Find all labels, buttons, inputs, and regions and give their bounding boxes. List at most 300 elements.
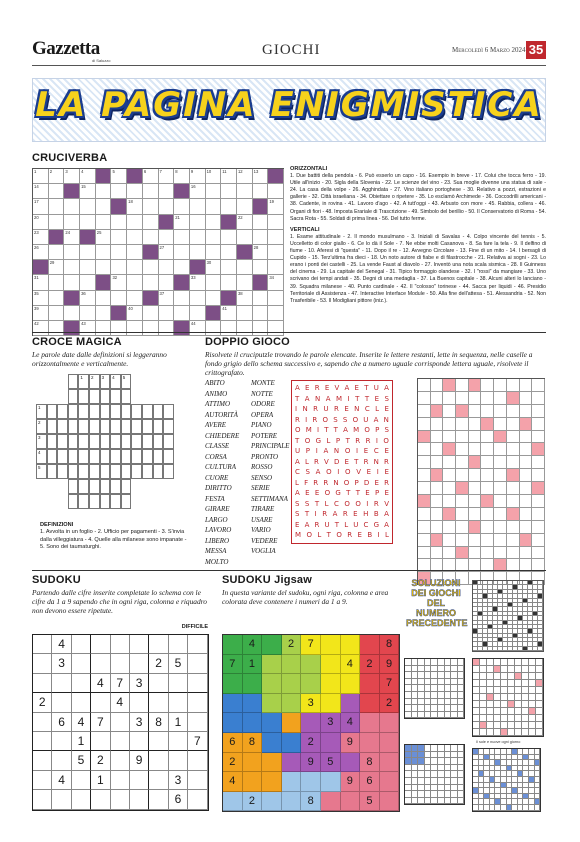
- crossword-cell[interactable]: [111, 260, 127, 275]
- croce-cell[interactable]: [121, 494, 132, 509]
- crossword-cell[interactable]: [96, 245, 112, 260]
- jigsaw-cell[interactable]: [223, 674, 243, 694]
- sudoku-cell[interactable]: 4: [91, 674, 110, 693]
- cryptogram-cell[interactable]: [431, 521, 444, 534]
- jigsaw-cell[interactable]: [282, 674, 302, 694]
- crossword-cell[interactable]: [221, 321, 237, 336]
- jigsaw-cell[interactable]: 9: [380, 655, 400, 675]
- sudoku-cell[interactable]: [130, 693, 149, 712]
- cryptogram-cell[interactable]: [520, 521, 533, 534]
- cryptogram-cell[interactable]: [507, 443, 520, 456]
- cryptogram-cell[interactable]: [481, 482, 494, 495]
- jigsaw-cell[interactable]: [282, 772, 302, 792]
- jigsaw-cell[interactable]: [321, 792, 341, 812]
- cryptogram-cell[interactable]: [431, 418, 444, 431]
- jigsaw-cell[interactable]: [341, 694, 361, 714]
- sudoku-cell[interactable]: [33, 771, 52, 790]
- crossword-cell[interactable]: [253, 245, 269, 260]
- crossword-cell[interactable]: [127, 215, 143, 230]
- jigsaw-cell[interactable]: [321, 674, 341, 694]
- cryptogram-cell[interactable]: [469, 469, 482, 482]
- croce-cell[interactable]: [68, 434, 79, 449]
- croce-cell[interactable]: [110, 374, 121, 389]
- crossword-cell[interactable]: [221, 306, 237, 321]
- croce-cell[interactable]: [78, 494, 89, 509]
- shaded-cell[interactable]: [443, 379, 456, 392]
- crossword-cell[interactable]: [268, 260, 284, 275]
- jigsaw-cell[interactable]: 8: [301, 792, 321, 812]
- crossword-cell[interactable]: [96, 230, 112, 245]
- crossword-cell[interactable]: [64, 199, 80, 214]
- cryptogram-cell[interactable]: [456, 508, 469, 521]
- sudoku-cell[interactable]: 4: [111, 693, 130, 712]
- cryptogram-cell[interactable]: [418, 392, 431, 405]
- sudoku-cell[interactable]: [72, 654, 91, 673]
- cryptogram-cell[interactable]: [456, 379, 469, 392]
- sudoku-cell[interactable]: [33, 751, 52, 770]
- jigsaw-cell[interactable]: 2: [301, 733, 321, 753]
- crossword-cell[interactable]: [64, 169, 80, 184]
- crossword-cell[interactable]: [96, 321, 112, 336]
- crossword-cell[interactable]: [159, 306, 175, 321]
- croce-cell[interactable]: [100, 479, 111, 494]
- crossword-cell[interactable]: [190, 245, 206, 260]
- crossword-cell[interactable]: [268, 275, 284, 290]
- croce-cell[interactable]: [78, 404, 89, 419]
- crossword-cell[interactable]: [111, 215, 127, 230]
- jigsaw-cell[interactable]: [262, 753, 282, 773]
- crossword-cell[interactable]: [64, 275, 80, 290]
- sudoku-cell[interactable]: [72, 771, 91, 790]
- crossword-cell[interactable]: [253, 169, 269, 184]
- sudoku-cell[interactable]: [72, 693, 91, 712]
- jigsaw-cell[interactable]: 9: [341, 772, 361, 792]
- cryptogram-cell[interactable]: [443, 547, 456, 560]
- crossword-cell[interactable]: [33, 184, 49, 199]
- cryptogram-cell[interactable]: [443, 521, 456, 534]
- crossword-cell[interactable]: [159, 230, 175, 245]
- croce-cell[interactable]: [121, 374, 132, 389]
- croce-cell[interactable]: [163, 404, 174, 419]
- croce-cell[interactable]: [142, 419, 153, 434]
- cryptogram-cell[interactable]: [520, 495, 533, 508]
- jigsaw-cell[interactable]: 8: [243, 733, 263, 753]
- croce-cell[interactable]: [78, 464, 89, 479]
- croce-cell[interactable]: [110, 404, 121, 419]
- shaded-cell[interactable]: [469, 521, 482, 534]
- jigsaw-cell[interactable]: [223, 694, 243, 714]
- jigsaw-cell[interactable]: [262, 655, 282, 675]
- cryptogram-cell[interactable]: [494, 456, 507, 469]
- croce-cell[interactable]: [68, 389, 79, 404]
- croce-cell[interactable]: [36, 449, 47, 464]
- crossword-cell[interactable]: [237, 306, 253, 321]
- cryptogram-cell[interactable]: [507, 431, 520, 444]
- cryptogram-cell[interactable]: [431, 547, 444, 560]
- crossword-cell[interactable]: [80, 260, 96, 275]
- sudoku-cell[interactable]: 3: [52, 654, 71, 673]
- jigsaw-cell[interactable]: [380, 792, 400, 812]
- jigsaw-cell[interactable]: 3: [321, 713, 341, 733]
- crossword-cell[interactable]: [174, 169, 190, 184]
- sudoku-cell[interactable]: 7: [188, 732, 207, 751]
- shaded-cell[interactable]: [431, 469, 444, 482]
- croce-cell[interactable]: [153, 464, 164, 479]
- croce-cell[interactable]: [68, 464, 79, 479]
- cryptogram-cell[interactable]: [532, 405, 545, 418]
- cryptogram-cell[interactable]: [494, 482, 507, 495]
- sudoku-cell[interactable]: 2: [149, 654, 168, 673]
- croce-cell[interactable]: [89, 464, 100, 479]
- jigsaw-cell[interactable]: 5: [360, 792, 380, 812]
- croce-cell[interactable]: [121, 419, 132, 434]
- crossword-cell[interactable]: [64, 245, 80, 260]
- crossword-cell[interactable]: [80, 169, 96, 184]
- jigsaw-cell[interactable]: 2: [243, 792, 263, 812]
- cryptogram-cell[interactable]: [532, 456, 545, 469]
- sudoku-cell[interactable]: [149, 635, 168, 654]
- jigsaw-cell[interactable]: [243, 753, 263, 773]
- jigsaw-cell[interactable]: [341, 674, 361, 694]
- sudoku-cell[interactable]: 1: [72, 732, 91, 751]
- crossword-cell[interactable]: [268, 245, 284, 260]
- jigsaw-cell[interactable]: [380, 753, 400, 773]
- croce-cell[interactable]: [68, 494, 79, 509]
- cryptogram-cell[interactable]: [443, 495, 456, 508]
- sudoku-cell[interactable]: 2: [91, 751, 110, 770]
- sudoku-cell[interactable]: [33, 732, 52, 751]
- croce-cell[interactable]: [121, 479, 132, 494]
- jigsaw-cell[interactable]: [282, 694, 302, 714]
- croce-cell[interactable]: [131, 434, 142, 449]
- crossword-cell[interactable]: [268, 306, 284, 321]
- jigsaw-cell[interactable]: 2: [360, 655, 380, 675]
- crossword-cell[interactable]: [174, 199, 190, 214]
- sudoku-cell[interactable]: [33, 674, 52, 693]
- sudoku-cell[interactable]: [91, 693, 110, 712]
- jigsaw-cell[interactable]: [282, 792, 302, 812]
- jigsaw-cell[interactable]: [360, 674, 380, 694]
- crossword-cell[interactable]: [237, 199, 253, 214]
- shaded-cell[interactable]: [520, 534, 533, 547]
- cryptogram-cell[interactable]: [456, 495, 469, 508]
- cryptogram-cell[interactable]: [481, 534, 494, 547]
- crossword-cell[interactable]: [96, 291, 112, 306]
- sudoku-cell[interactable]: [111, 713, 130, 732]
- crossword-cell[interactable]: [221, 184, 237, 199]
- crossword-cell[interactable]: [127, 260, 143, 275]
- croce-cell[interactable]: [121, 404, 132, 419]
- crossword-cell[interactable]: [206, 169, 222, 184]
- sudoku-cell[interactable]: [149, 771, 168, 790]
- sudoku-cell[interactable]: [111, 771, 130, 790]
- croce-cell[interactable]: [110, 389, 121, 404]
- cryptogram-cell[interactable]: [520, 405, 533, 418]
- sudoku-cell[interactable]: 4: [52, 635, 71, 654]
- crossword-cell[interactable]: [174, 215, 190, 230]
- jigsaw-cell[interactable]: [262, 772, 282, 792]
- croce-cell[interactable]: [57, 464, 68, 479]
- crossword-cell[interactable]: [268, 291, 284, 306]
- croce-cell[interactable]: [68, 374, 79, 389]
- crossword-cell[interactable]: [49, 260, 65, 275]
- sudoku-cell[interactable]: 5: [169, 654, 188, 673]
- jigsaw-cell[interactable]: [262, 792, 282, 812]
- crossword-cell[interactable]: [49, 306, 65, 321]
- sudoku-cell[interactable]: [188, 713, 207, 732]
- sudoku-cell[interactable]: [149, 751, 168, 770]
- crossword-cell[interactable]: [268, 321, 284, 336]
- sudoku-cell[interactable]: [169, 674, 188, 693]
- shaded-cell[interactable]: [456, 482, 469, 495]
- croce-cell[interactable]: [36, 419, 47, 434]
- jigsaw-cell[interactable]: [262, 635, 282, 655]
- sudoku-cell[interactable]: 2: [33, 693, 52, 712]
- cryptogram-cell[interactable]: [481, 521, 494, 534]
- crossword-cell[interactable]: [237, 230, 253, 245]
- jigsaw-cell[interactable]: [380, 713, 400, 733]
- cryptogram-cell[interactable]: [456, 443, 469, 456]
- croce-cell[interactable]: [100, 419, 111, 434]
- cryptogram-cell[interactable]: [532, 495, 545, 508]
- shaded-cell[interactable]: [507, 392, 520, 405]
- croce-cell[interactable]: [100, 374, 111, 389]
- crossword-cell[interactable]: [159, 169, 178, 184]
- croce-cell[interactable]: [153, 434, 164, 449]
- crossword-cell[interactable]: [127, 321, 143, 336]
- cryptogram-cell[interactable]: [532, 431, 545, 444]
- crossword-cell[interactable]: [190, 321, 206, 336]
- crossword-cell[interactable]: [49, 184, 65, 199]
- cryptogram-grid[interactable]: [417, 378, 545, 585]
- sudoku-cell[interactable]: [91, 654, 110, 673]
- crossword-cell[interactable]: [159, 321, 175, 336]
- croce-cell[interactable]: [89, 434, 100, 449]
- croce-cell[interactable]: [121, 389, 132, 404]
- cryptogram-cell[interactable]: [481, 469, 494, 482]
- sudoku-cell[interactable]: [130, 654, 149, 673]
- cryptogram-cell[interactable]: [494, 379, 507, 392]
- sudoku-cell[interactable]: [169, 635, 188, 654]
- crossword-cell[interactable]: [33, 321, 49, 336]
- cryptogram-cell[interactable]: [469, 495, 482, 508]
- cryptogram-cell[interactable]: [520, 431, 533, 444]
- crossword-cell[interactable]: [143, 306, 159, 321]
- crossword-cell[interactable]: [237, 275, 253, 290]
- crossword-cell[interactable]: [96, 260, 112, 275]
- crossword-cell[interactable]: [206, 184, 222, 199]
- sudoku-cell[interactable]: [52, 674, 71, 693]
- jigsaw-cell[interactable]: [380, 772, 400, 792]
- cryptogram-cell[interactable]: [456, 456, 469, 469]
- croce-cell[interactable]: [121, 449, 132, 464]
- crossword-cell[interactable]: [221, 199, 237, 214]
- crossword-cell[interactable]: [111, 321, 127, 336]
- sudoku-cell[interactable]: [169, 751, 188, 770]
- cryptogram-cell[interactable]: [443, 482, 456, 495]
- sudoku-cell[interactable]: [188, 790, 207, 809]
- croce-cell[interactable]: [57, 404, 68, 419]
- cryptogram-cell[interactable]: [469, 534, 482, 547]
- crossword-cell[interactable]: [174, 260, 190, 275]
- jigsaw-cell[interactable]: 8: [360, 753, 380, 773]
- shaded-cell[interactable]: [418, 431, 431, 444]
- croce-cell[interactable]: [47, 404, 58, 419]
- croce-cell[interactable]: [89, 449, 100, 464]
- jigsaw-cell[interactable]: [360, 694, 380, 714]
- jigsaw-cell[interactable]: 7: [223, 655, 243, 675]
- croce-cell[interactable]: [68, 404, 79, 419]
- croce-cell[interactable]: [163, 434, 174, 449]
- cryptogram-cell[interactable]: [532, 469, 545, 482]
- cryptogram-cell[interactable]: [494, 508, 507, 521]
- cryptogram-cell[interactable]: [507, 495, 520, 508]
- sudoku-cell[interactable]: 3: [130, 713, 149, 732]
- crossword-cell[interactable]: [33, 306, 49, 321]
- jigsaw-cell[interactable]: [262, 674, 282, 694]
- croce-cell[interactable]: [100, 404, 111, 419]
- croce-cell[interactable]: [89, 494, 100, 509]
- jigsaw-cell[interactable]: 4: [243, 635, 263, 655]
- cryptogram-cell[interactable]: [443, 392, 456, 405]
- crossword-cell[interactable]: [268, 199, 284, 214]
- croce-cell[interactable]: [89, 479, 100, 494]
- cryptogram-cell[interactable]: [520, 547, 533, 560]
- jigsaw-cell[interactable]: [282, 753, 302, 773]
- sudoku-cell[interactable]: 6: [52, 713, 71, 732]
- cryptogram-cell[interactable]: [507, 482, 520, 495]
- jigsaw-cell[interactable]: [262, 733, 282, 753]
- sudoku-cell[interactable]: [130, 732, 149, 751]
- croce-cell[interactable]: [110, 434, 121, 449]
- croce-cell[interactable]: [100, 389, 111, 404]
- crossword-cell[interactable]: [96, 306, 112, 321]
- jigsaw-cell[interactable]: 3: [301, 694, 321, 714]
- croce-cell[interactable]: [68, 449, 79, 464]
- cryptogram-cell[interactable]: [520, 508, 533, 521]
- cryptogram-cell[interactable]: [431, 456, 444, 469]
- jigsaw-cell[interactable]: [223, 713, 243, 733]
- jigsaw-cell[interactable]: [282, 713, 302, 733]
- sudoku-cell[interactable]: [188, 654, 207, 673]
- croce-cell[interactable]: [57, 449, 68, 464]
- shaded-cell[interactable]: [481, 495, 494, 508]
- cryptogram-cell[interactable]: [431, 443, 444, 456]
- croce-cell[interactable]: [110, 419, 121, 434]
- jigsaw-cell[interactable]: [360, 713, 380, 733]
- jigsaw-cell[interactable]: [243, 713, 263, 733]
- crossword-cell[interactable]: [49, 199, 65, 214]
- crossword-cell[interactable]: [190, 215, 206, 230]
- sudoku-cell[interactable]: [188, 751, 207, 770]
- jigsaw-grid[interactable]: [222, 634, 400, 812]
- crossword-cell[interactable]: [96, 199, 112, 214]
- sudoku-cell[interactable]: [149, 674, 168, 693]
- jigsaw-cell[interactable]: [321, 694, 341, 714]
- crossword-cell[interactable]: [80, 215, 96, 230]
- shaded-cell[interactable]: [443, 508, 456, 521]
- crossword-cell[interactable]: [143, 184, 159, 199]
- cryptogram-cell[interactable]: [507, 534, 520, 547]
- cryptogram-cell[interactable]: [494, 547, 507, 560]
- cryptogram-cell[interactable]: [507, 405, 520, 418]
- sudoku-cell[interactable]: 3: [130, 674, 149, 693]
- crossword-cell[interactable]: [174, 245, 190, 260]
- crossword-cell[interactable]: [33, 291, 49, 306]
- crossword-cell[interactable]: [221, 245, 237, 260]
- cryptogram-cell[interactable]: [431, 495, 444, 508]
- croce-cell[interactable]: [163, 464, 174, 479]
- cryptogram-cell[interactable]: [481, 392, 494, 405]
- crossword-cell[interactable]: [206, 230, 222, 245]
- crossword-cell[interactable]: [49, 275, 65, 290]
- croce-cell[interactable]: [100, 434, 111, 449]
- crossword-cell[interactable]: [190, 275, 206, 290]
- crossword-cell[interactable]: [159, 275, 175, 290]
- cryptogram-cell[interactable]: [469, 547, 482, 560]
- cryptogram-cell[interactable]: [494, 521, 507, 534]
- croce-cell[interactable]: [89, 404, 100, 419]
- crossword-cell[interactable]: [127, 306, 143, 321]
- crossword-cell[interactable]: [33, 275, 49, 290]
- sudoku-cell[interactable]: [169, 693, 188, 712]
- jigsaw-cell[interactable]: [341, 792, 361, 812]
- jigsaw-cell[interactable]: [243, 674, 263, 694]
- crossword-cell[interactable]: [221, 275, 237, 290]
- cryptogram-cell[interactable]: [418, 521, 431, 534]
- crossword-cell[interactable]: [80, 291, 96, 306]
- cryptogram-cell[interactable]: [481, 443, 494, 456]
- cryptogram-cell[interactable]: [532, 534, 545, 547]
- crossword-cell[interactable]: [33, 230, 49, 245]
- crossword-cell[interactable]: [253, 306, 269, 321]
- croce-cell[interactable]: [131, 419, 142, 434]
- cryptogram-cell[interactable]: [532, 392, 545, 405]
- jigsaw-cell[interactable]: [380, 733, 400, 753]
- cryptogram-cell[interactable]: [443, 418, 456, 431]
- crossword-cell[interactable]: [49, 291, 65, 306]
- sudoku-cell[interactable]: [169, 732, 188, 751]
- croce-cell[interactable]: [78, 374, 89, 389]
- sudoku-cell[interactable]: 1: [169, 713, 188, 732]
- sudoku-cell[interactable]: [111, 732, 130, 751]
- cryptogram-cell[interactable]: [494, 495, 507, 508]
- cryptogram-cell[interactable]: [418, 482, 431, 495]
- croce-cell[interactable]: [131, 449, 142, 464]
- crossword-cell[interactable]: [127, 199, 143, 214]
- crossword-cell[interactable]: [143, 230, 159, 245]
- cryptogram-cell[interactable]: [520, 456, 533, 469]
- crossword-cell[interactable]: [237, 291, 253, 306]
- crossword-cell[interactable]: [159, 245, 175, 260]
- crossword-cell[interactable]: [49, 321, 65, 336]
- crossword-cell[interactable]: [127, 245, 143, 260]
- crossword-cell[interactable]: [159, 184, 175, 199]
- crossword-cell[interactable]: [190, 169, 206, 184]
- crossword-cell[interactable]: [143, 321, 159, 336]
- shaded-cell[interactable]: [494, 431, 507, 444]
- cryptogram-cell[interactable]: [494, 534, 507, 547]
- crossword-cell[interactable]: [174, 291, 190, 306]
- jigsaw-cell[interactable]: 2: [223, 753, 243, 773]
- cryptogram-cell[interactable]: [456, 418, 469, 431]
- sudoku-cell[interactable]: [52, 751, 71, 770]
- cryptogram-cell[interactable]: [418, 418, 431, 431]
- cryptogram-cell[interactable]: [418, 379, 431, 392]
- cryptogram-cell[interactable]: [456, 431, 469, 444]
- crossword-cell[interactable]: [80, 199, 96, 214]
- shaded-cell[interactable]: [507, 508, 520, 521]
